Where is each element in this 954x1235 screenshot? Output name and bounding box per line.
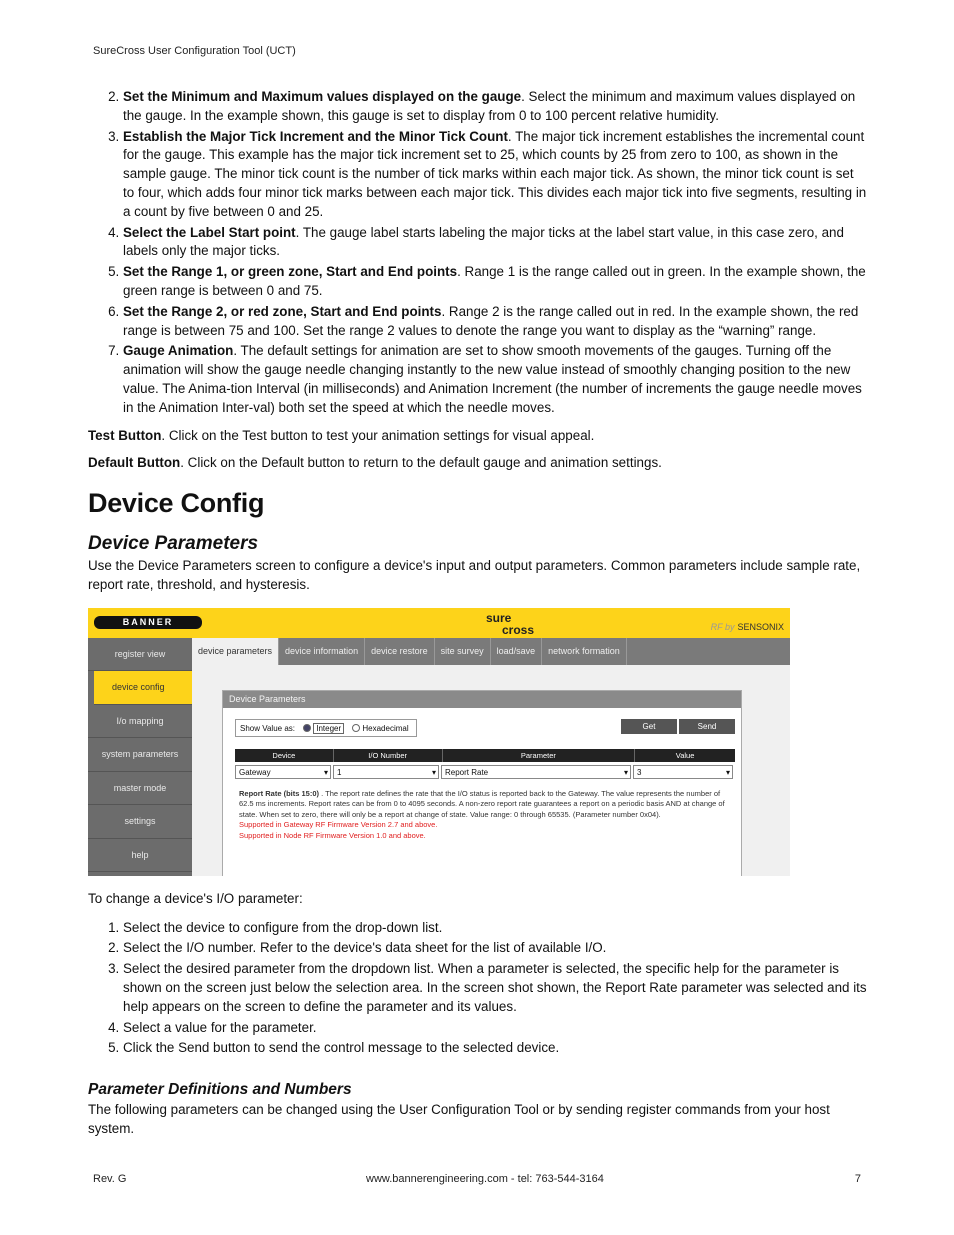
io-number-select[interactable]: 1 ▾ — [333, 765, 439, 779]
parameter-grid-header — [235, 749, 735, 762]
sidebar-item-register-view[interactable]: register view — [88, 638, 192, 672]
to-change-intro: To change a device's I/O parameter: — [88, 890, 303, 906]
parameter-select[interactable]: Report Rate ▾ — [441, 765, 631, 779]
device-select[interactable]: Gateway ▾ — [235, 765, 331, 779]
test-button-paragraph: Test Button. Click on the Test button to test your animation settings for visual appeal. — [88, 427, 595, 443]
app-sidebar — [88, 638, 192, 876]
list-item: 6. Set the Range 2, or red zone, Start and End points. Range 2 is the range called out in red. In the example shown, the red range is between 75 and 100. Set the range 2 values to denote the range you want to display as the “warning” range. — [123, 303, 868, 341]
tab-device-parameters[interactable]: device parameters — [192, 638, 279, 665]
get-button[interactable]: Get — [621, 719, 677, 734]
tab-load-save[interactable]: load/save — [491, 638, 543, 665]
list-item: 3. Select the desired parameter from the dropdown list. When a parameter is selected, the specific help for the parameter is shown on the screen just below the selection area. In the screen shot shown, the Report Rate parameter was selected and its help appears on the screen to define the parameter and its values. — [123, 960, 868, 1016]
sidebar-item-help[interactable]: help — [88, 839, 192, 873]
column-header-parameter: Parameter — [443, 749, 636, 762]
app-tabs — [192, 638, 790, 665]
banner-logo: BANNER — [94, 616, 202, 629]
surecross-logo: sure cross — [486, 610, 535, 637]
parameter-grid-row — [235, 765, 735, 780]
device-parameters-panel — [222, 690, 742, 876]
sidebar-item-settings[interactable]: settings — [88, 805, 192, 839]
change-steps-list — [88, 919, 868, 1059]
list-item: 4. Select a value for the parameter. — [123, 1019, 868, 1038]
list-item: 7. Gauge Animation. The default settings for animation are set to show smooth movements of the gauges. Turning off the animation will show the gauge needle changing instantly to the new value instead of smoothly changing position to the new value. The Anima-tion Interval (in milliseconds) and Animation Increment (the number of increments the gauge needle moves in the Animation Inter-val) both set the speed at which the needle moves. — [123, 342, 868, 417]
list-item: 1. Select the device to configure from the drop-down list. — [123, 919, 868, 938]
column-header-value: Value — [675, 750, 695, 760]
list-item: 4. Select the Label Start point. The gauge label starts labeling the major ticks at the label start value, in this case zero, and labels only the major ticks. — [123, 224, 868, 262]
value-stepper[interactable]: 3 ▾ — [633, 765, 733, 779]
list-item: 2. Select the I/O number. Refer to the device's data sheet for the list of available I/O. — [123, 939, 868, 958]
hexadecimal-radio[interactable] — [352, 724, 360, 732]
panel-title: Device Parameters — [223, 691, 741, 708]
gauge-steps-list — [88, 88, 868, 418]
list-item: 2. Set the Minimum and Maximum values displayed on the gauge. Select the minimum and maximum values displayed on the gauge. In the example shown, this gauge is set to display from 0 to 100 percent relative humidity. — [123, 88, 868, 126]
subsection-intro: Use the Device Parameters screen to configure a device's input and output parameters. Common parameters include sample rate, report rate, threshold, and hysteresis. — [88, 558, 861, 592]
column-header-device: Device — [235, 749, 334, 762]
footer-contact: www.bannerengineering.com - tel: 763-544-3164 — [366, 1173, 604, 1185]
list-item: 3. Establish the Major Tick Increment and the Minor Tick Count. The major tick increment establishes the incremental count for the gauge. This example has the major tick increment set to 25, which counts by 25 from zero to 100, as shown in the sample gauge. The minor tick count is the number of tick marks within each major tick. As shown, the minor tick count is set to four, which adds four minor tick marks between each major tick. This divides each major tick into five segments, resulting in a count by five between 0 and 25. — [123, 128, 868, 222]
subsection-title: Device Parameters — [88, 533, 259, 555]
sidebar-item-io-mapping[interactable]: I/o mapping — [88, 705, 192, 739]
main-content — [88, 88, 868, 1139]
page-header: SureCross User Configuration Tool (UCT) — [93, 45, 296, 57]
app-top-bar — [88, 608, 790, 638]
subsection2-intro: The following parameters can be changed using the User Configuration Tool or by sending register commands from your host system. — [88, 1102, 830, 1136]
sidebar-item-device-config[interactable]: device config — [94, 671, 192, 705]
section-title: Device Config — [88, 488, 265, 519]
sidebar-item-master-mode[interactable]: master mode — [88, 772, 192, 806]
parameter-help-text: Report Rate (bits 15:0) . The report rate defines the rate that the I/O status is reported back to the Gateway. The value represents the number of 62.5 ms increments. Report rates can be from 0 to 4095 seconds. A non-zero report rate guarantees a report on a periodic basis AND at change of state. When set to zero, there will only be a report at change of state. Value range: 0 through 65535. (Parameter number 0x04). Supported in Gateway RF Firmware Version 2.7 and above. Supported in Node RF Firmware Version 1.0 and above. — [239, 788, 725, 840]
list-item: 5. Set the Range 1, or green zone, Start and End points. Range 1 is the range called out in green. In the example shown, the green range is between 0 and 75. — [123, 263, 868, 301]
tab-device-information[interactable]: device information — [279, 638, 365, 665]
list-item: 5. Click the Send button to send the control message to the selected device. — [123, 1039, 868, 1058]
subsection2-title: Parameter Definitions and Numbers — [88, 1081, 352, 1099]
tab-site-survey[interactable]: site survey — [435, 638, 491, 665]
sensonix-logo: RF by SENSONIX — [710, 621, 784, 632]
tab-network-formation[interactable]: network formation — [542, 638, 627, 665]
default-button-paragraph: Default Button. Click on the Default button to return to the default gauge and animation settings. — [88, 455, 662, 471]
device-parameters-screenshot — [88, 608, 790, 876]
sidebar-item-system-parameters[interactable]: system parameters — [88, 738, 192, 772]
show-value-group: Show Value as: Integer Hexadecimal — [235, 719, 417, 737]
footer-page-number: 7 — [854, 1173, 861, 1185]
footer-rev: Rev. G — [93, 1173, 127, 1185]
column-header-io-number: I/O Number — [334, 749, 443, 762]
integer-radio[interactable] — [303, 724, 311, 732]
tab-device-restore[interactable]: device restore — [365, 638, 435, 665]
send-button[interactable]: Send — [679, 719, 735, 734]
